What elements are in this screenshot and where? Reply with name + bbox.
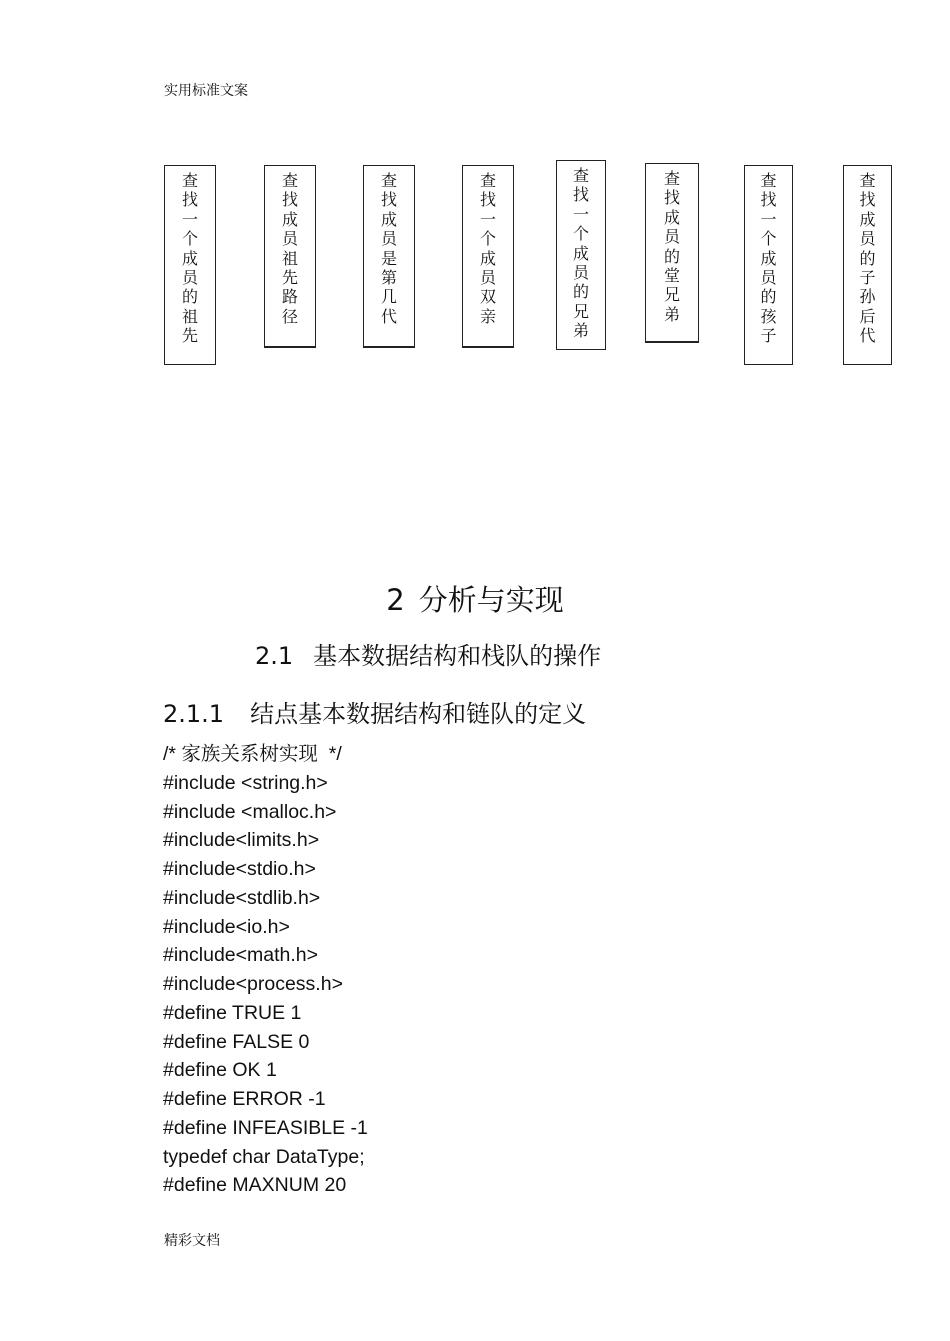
subsubsection-number: 2.1.1 [163, 700, 225, 728]
code-line: #define ERROR -1 [163, 1088, 326, 1110]
subsection-title: 基本数据结构和栈队的操作 [313, 642, 602, 670]
code-line: #include<limits.h> [163, 829, 320, 852]
diagram-box-children [744, 165, 793, 365]
diagram-box-label: 查 找 一 个 成 员 的 兄 弟 [572, 166, 589, 341]
section-number: 2 [386, 583, 405, 617]
code-line: #include<stdlib.h> [163, 886, 321, 909]
subsubsection-title: 结点基本数据结构和链队的定义 [250, 700, 587, 728]
diagram-box-label: 查 找 成 员 是 第 几 代 [380, 171, 397, 326]
diagram-box-siblings [556, 160, 606, 350]
diagram-box-parents [462, 165, 514, 348]
diagram-box-cousins [645, 163, 699, 343]
page-footer: 精彩文档 [164, 1233, 220, 1249]
diagram-box-label: 查 找 一 个 成 员 的 祖 先 [181, 171, 198, 346]
code-line: #include <string.h> [163, 771, 328, 794]
code-line: #define OK 1 [163, 1059, 277, 1082]
code-line: typedef char DataType; [163, 1145, 365, 1168]
subsubsection-heading [163, 694, 586, 729]
code-line: #include <malloc.h> [163, 800, 337, 823]
diagram-box-label: 查 找 一 个 成 员 的 孩 子 [760, 171, 777, 346]
code-line: #include<io.h> [163, 915, 290, 938]
subsection-number: 2.1 [255, 642, 294, 670]
code-line: #define FALSE 0 [163, 1030, 310, 1053]
section-title: 分析与实现 [418, 583, 564, 617]
code-line: #include<math.h> [163, 944, 319, 967]
code-line: /* 家族关系树实现 */ [163, 743, 342, 765]
code-line: #include<process.h> [163, 973, 343, 995]
diagram-box-label: 查 找 成 员 祖 先 路 径 [281, 171, 298, 326]
subsection-heading [255, 636, 601, 671]
diagram-box-ancestor-path [264, 165, 316, 348]
code-line: #define TRUE 1 [163, 1001, 302, 1024]
code-block [163, 740, 368, 1200]
diagram-box-label: 查 找 一 个 成 员 双 亲 [479, 171, 496, 326]
diagram-box-generation [363, 165, 415, 348]
diagram-box-ancestor [164, 165, 216, 365]
diagram-box-descendants [843, 165, 892, 365]
page-header: 实用标准文案 [164, 83, 248, 99]
diagram-box-label: 查 找 成 员 的 堂 兄 弟 [663, 169, 680, 324]
code-line: #define INFEASIBLE -1 [163, 1116, 368, 1139]
code-line: #define MAXNUM 20 [163, 1174, 347, 1197]
code-line: #include<stdio.h> [163, 858, 316, 880]
diagram-box-label: 查 找 成 员 的 子 孙 后 代 [859, 171, 876, 346]
section-heading [0, 578, 950, 619]
